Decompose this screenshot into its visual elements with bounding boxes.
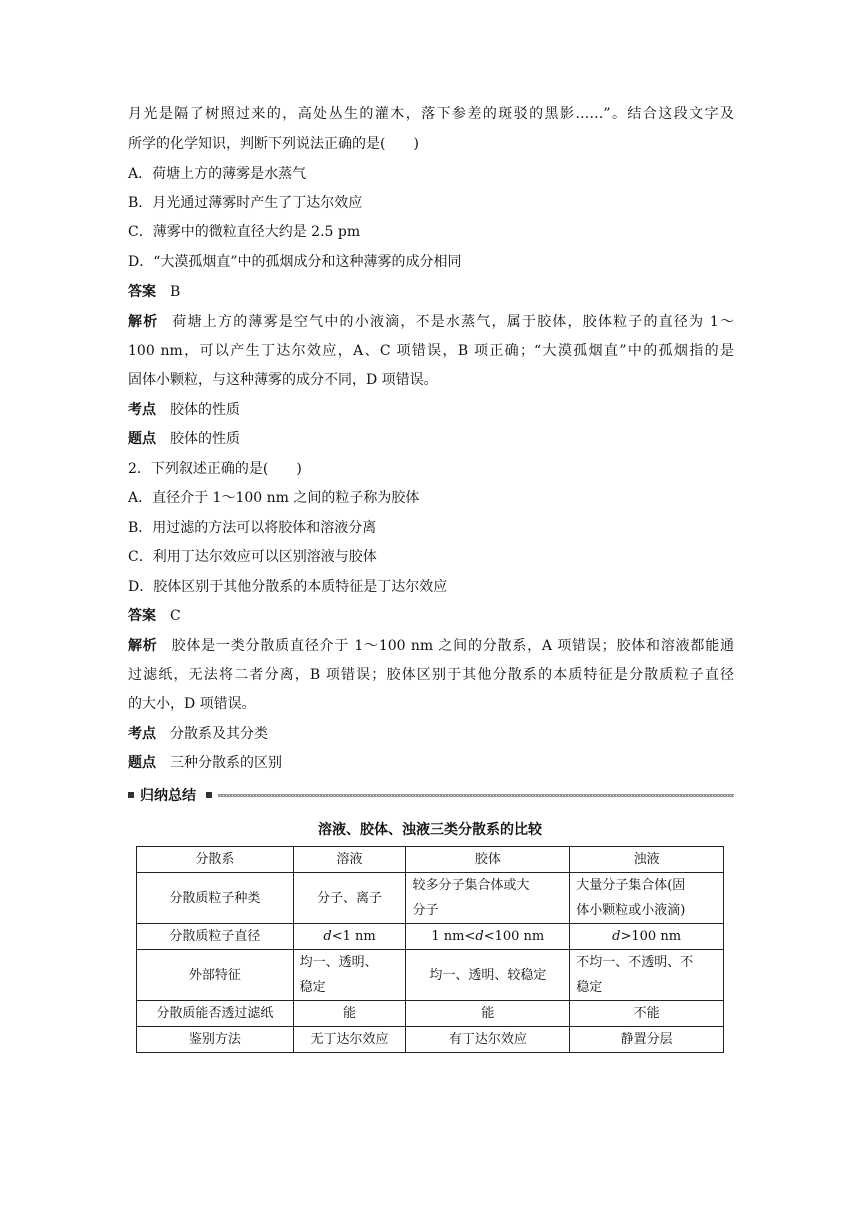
colloid-cell (406, 924, 570, 950)
q2-analysis-line-1 (128, 636, 734, 656)
square-bullet-icon (128, 792, 134, 798)
q1-option-c: C．薄雾中的微粒直径大约是 2.5 pm (128, 224, 361, 240)
q2-answer (128, 606, 181, 626)
row-label: 分散质粒子种类 (137, 873, 294, 924)
tidian-value: 三种分散系的区别 (170, 755, 282, 771)
solution-cell (293, 950, 406, 1001)
header-divider (218, 794, 734, 797)
tidian-value: 胶体的性质 (170, 431, 240, 447)
q1-analysis-line-2: 100 nm，可以产生丁达尔效应，A、C 项错误，B 项正确；“大漠孤烟直”中的孤烟指的是 (128, 343, 734, 359)
square-bullet-icon (206, 792, 212, 798)
colloid-cell: 能 (406, 1001, 570, 1027)
intro-line-1: 月光是隔了树照过来的，高处丛生的灌木，落下参差的斑驳的黑影……”。结合这段文字及 (128, 106, 734, 122)
comparison-table (136, 846, 724, 1053)
analysis-label: 解析 (128, 314, 159, 330)
answer-value: B (170, 284, 181, 300)
solution-cell: 无丁达尔效应 (293, 1027, 406, 1053)
cell-line: 分子 (412, 903, 439, 918)
math-text: >100 nm (620, 929, 682, 944)
solution-cell (293, 924, 406, 950)
colloid-cell: 均一、透明、较稳定 (406, 950, 570, 1001)
math-text: <100 nm (483, 929, 545, 944)
cell-line: 大量分子集合体(固 (576, 878, 686, 893)
q1-option-b: B．月光通过薄雾时产生了丁达尔效应 (128, 195, 363, 211)
summary-header-title: 归纳总结 (140, 788, 196, 804)
row-label: 外部特征 (137, 950, 294, 1001)
tidian-label: 题点 (128, 431, 156, 447)
kaodian-value: 分散系及其分类 (170, 726, 268, 742)
table-header-cell: 溶液 (293, 847, 406, 873)
table-title: 溶液、胶体、浊液三类分散系的比较 (318, 822, 542, 838)
math-text: <1 nm (331, 929, 376, 944)
answer-label: 答案 (128, 608, 156, 624)
table-header-cell: 分散系 (137, 847, 294, 873)
cell-line: 稳定 (299, 980, 326, 995)
q1-option-d: D．“大漠孤烟直”中的孤烟成分和这种薄雾的成分相同 (128, 254, 462, 270)
cell-line: 不均一、不透明、不 (576, 955, 694, 970)
cell-line: 均一、透明、 (299, 955, 378, 970)
table-row (137, 950, 724, 1001)
q1-analysis-line-3: 固体小颗粒，与这种薄雾的成分不同，D 项错误。 (128, 372, 438, 388)
table-header-row (137, 847, 724, 873)
q2-analysis-line-2: 过滤纸，无法将二者分离，B 项错误；胶体区别于其他分散系的本质特征是分散质粒子直径 (128, 667, 734, 683)
kaodian-label: 考点 (128, 726, 156, 742)
table-row (137, 1027, 724, 1053)
cell-line: 较多分子集合体或大 (412, 878, 530, 893)
suspension-cell: 静置分层 (570, 1027, 724, 1053)
table-header-cell: 浊液 (570, 847, 724, 873)
q2-tidian (128, 753, 282, 773)
math-variable: d (323, 929, 332, 944)
cell-line: 体小颗粒或小液滴) (576, 903, 686, 918)
analysis-text: 胶体是一类分散质直径介于 1～100 nm 之间的分散系，A 项错误；胶体和溶液都能通 (171, 638, 734, 654)
math-variable: d (612, 929, 621, 944)
cell-line: 稳定 (576, 980, 603, 995)
answer-label: 答案 (128, 284, 156, 300)
summary-section-header (128, 786, 734, 806)
kaodian-value: 胶体的性质 (170, 402, 240, 418)
q2-option-b: B．用过滤的方法可以将胶体和溶液分离 (128, 520, 377, 536)
intro-line-2: 所学的化学知识，判断下列说法正确的是( ) (128, 136, 419, 152)
table-header-cell: 胶体 (406, 847, 570, 873)
colloid-cell: 有丁达尔效应 (406, 1027, 570, 1053)
q2-kaodian (128, 724, 268, 744)
suspension-cell (570, 873, 724, 924)
solution-cell: 分子、离子 (293, 873, 406, 924)
solution-cell: 能 (293, 1001, 406, 1027)
analysis-text: 荷塘上方的薄雾是空气中的小液滴，不是水蒸气，属于胶体，胶体粒子的直径为 1～ (172, 314, 735, 330)
answer-value: C (170, 608, 181, 624)
q2-option-d: D．胶体区别于其他分散系的本质特征是丁达尔效应 (128, 579, 448, 595)
row-label: 鉴别方法 (137, 1027, 294, 1053)
analysis-label: 解析 (128, 638, 158, 654)
suspension-cell (570, 950, 724, 1001)
q1-option-a: A．荷塘上方的薄雾是水蒸气 (128, 166, 307, 182)
q1-kaodian (128, 400, 240, 420)
tidian-label: 题点 (128, 755, 156, 771)
q1-analysis-line-1 (128, 312, 734, 332)
q1-answer (128, 282, 180, 302)
suspension-cell (570, 924, 724, 950)
q1-tidian (128, 429, 240, 449)
q2-option-a: A．直径介于 1～100 nm 之间的粒子称为胶体 (128, 490, 420, 506)
q2-option-c: C．利用丁达尔效应可以区别溶液与胶体 (128, 549, 377, 565)
suspension-cell: 不能 (570, 1001, 724, 1027)
colloid-cell (406, 873, 570, 924)
row-label: 分散质粒子直径 (137, 924, 294, 950)
row-label: 分散质能否透过滤纸 (137, 1001, 294, 1027)
table-row (137, 873, 724, 924)
kaodian-label: 考点 (128, 402, 156, 418)
table-row (137, 924, 724, 950)
q2-stem: 2．下列叙述正确的是( ) (128, 461, 302, 477)
math-text: 1 nm< (431, 929, 476, 944)
math-variable: d (475, 929, 484, 944)
q2-analysis-line-3: 的大小，D 项错误。 (128, 696, 256, 712)
table-row (137, 1001, 724, 1027)
